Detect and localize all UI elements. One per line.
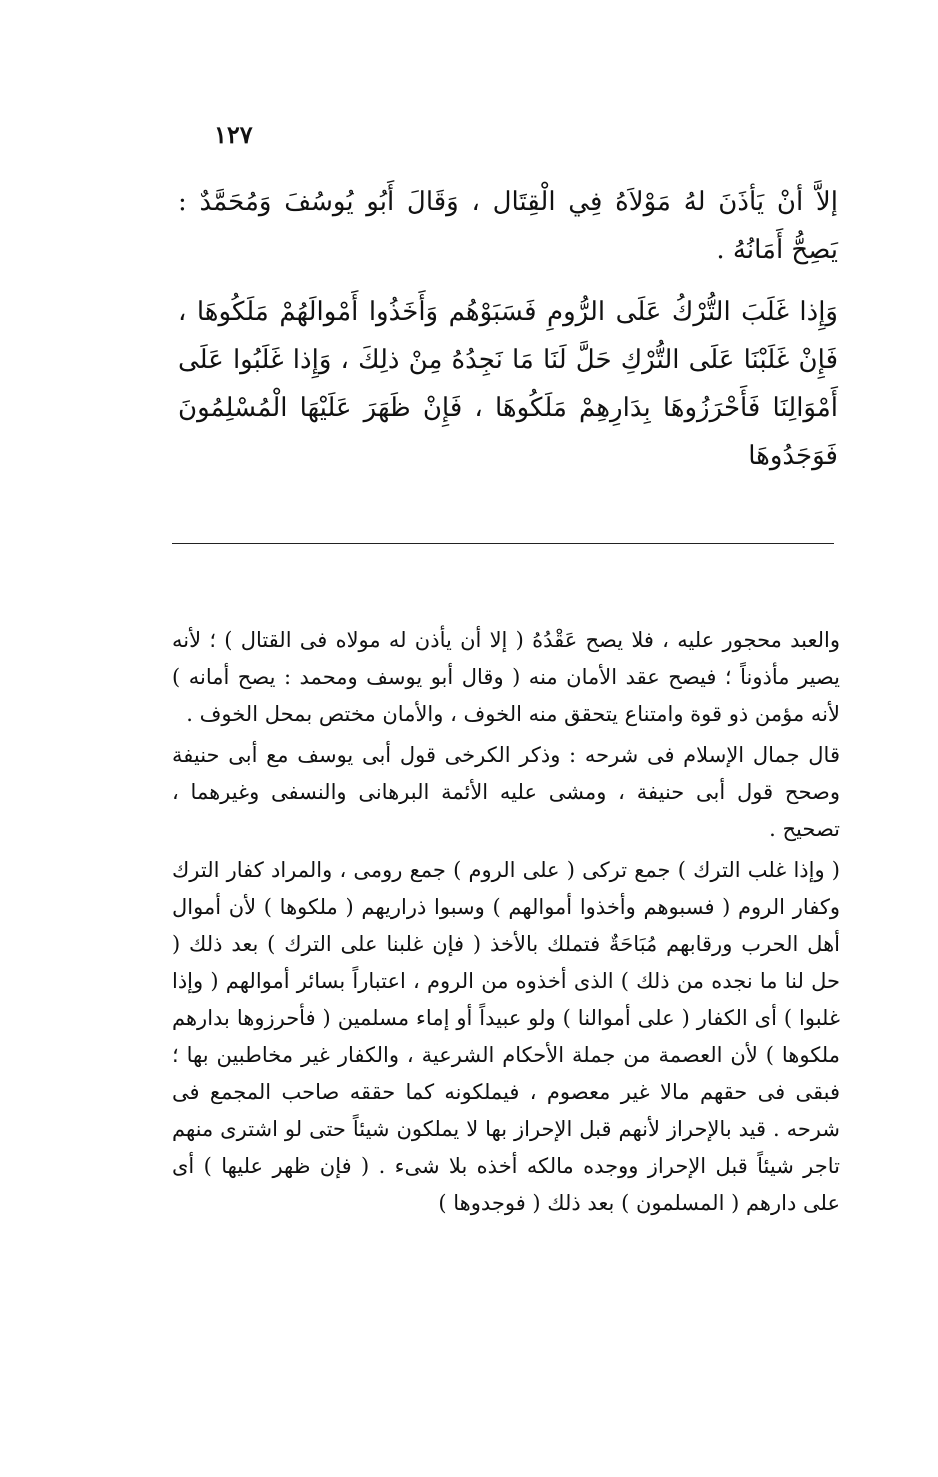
section-divider	[172, 543, 834, 544]
commentary-block	[172, 622, 840, 1226]
commentary-paragraph: والعبد محجور عليه ، فلا يصح عَقْدُهُ ( إلا أن يأذن له مولاه فى القتال ) ؛ لأنه يصير مأذوناً ؛ فيصح عقد الأمان منه ( وقال أبو يوسف ومحمد : يصح أمانه ) لأنه مؤمن ذو قوة وامتناع يتحقق منه الخوف ، والأمان مختص بمحل الخوف .	[172, 628, 840, 726]
page-number: ١٢٧	[214, 120, 253, 149]
commentary-paragraph: ( وإذا غلب الترك ) جمع تركى ( على الروم ) جمع رومى ، والمراد كفار الترك وكفار الروم ( فسبوهم وأخذوا أموالهم ) وسبوا ذراريهم ( ملكوها ) لأن أموال أهل الحرب ورقابهم مُبَاحَةٌ فتملك بالأخذ ( فإن غلبنا على الترك ) بعد ذلك ( حل لنا ما نجده من ذلك ) الذى أخذوه من الروم ، اعتباراً بسائر أموالهم ( وإذا غلبوا ) أى الكفار ( على أموالنا ) ولو عبيداً أو إماء مسلمين ( فأحرزوها بدارهم ملكوها ) لأن العصمة من جملة الأحكام الشرعية ، والكفار غير مخاطبين بها ؛ فبقى فى حقهم مالا غير معصوم ، فيملكونه كما حققه صاحب المجمع فى شرحه . قيد بالإحراز لأنهم قبل الإحراز بها لا يملكون شيئاً حتى لو اشترى منهم تاجر شيئاً قبل الإحراز ووجده مالكه أخذه بلا شىء . ( فإن ظهر عليها ) أى على دارهم ( المسلمون ) بعد ذلك ( فوجدوها )	[172, 858, 840, 1215]
main-text-paragraph: وَإِذا غَلَبَ التُّرْكُ عَلَى الرُّومِ فَسَبَوْهُم وَأَخَذُوا أَمْوالَهُمْ مَلَكُوهَا ، فَإِنْ غَلَبْنَا عَلَى التُّرْكِ حَلَّ لَنَا مَا نَجِدُهُ مِنْ ذلِكَ ، وَإِذا غَلَبُوا عَلَى أَمْوَالِنَا فَأَحْرَزُوهَا بِدَارِهِمْ مَلَكُوهَا ، فَإِنْ ظَهَرَ عَلَيْهَا الْمُسْلِمُونَ فَوَجَدُوهَا	[178, 297, 838, 471]
main-text-block	[178, 178, 838, 494]
commentary-paragraph: قال جمال الإسلام فى شرحه : وذكر الكرخى قول أبى يوسف مع أبى حنيفة وصحح قول أبى حنيفة ، ومشى عليه الأئمة البرهانى والنسفى وغيرهما ، تصحيح .	[172, 743, 840, 841]
main-text-paragraph: إلاَّ أنْ يَأذَنَ لهُ مَوْلاَهُ فِي الْقِتَال ، وَقَالَ أَبُو يُوسُفَ وَمُحَمَّدٌ : يَصِحُّ أَمَانُهُ .	[178, 187, 838, 265]
